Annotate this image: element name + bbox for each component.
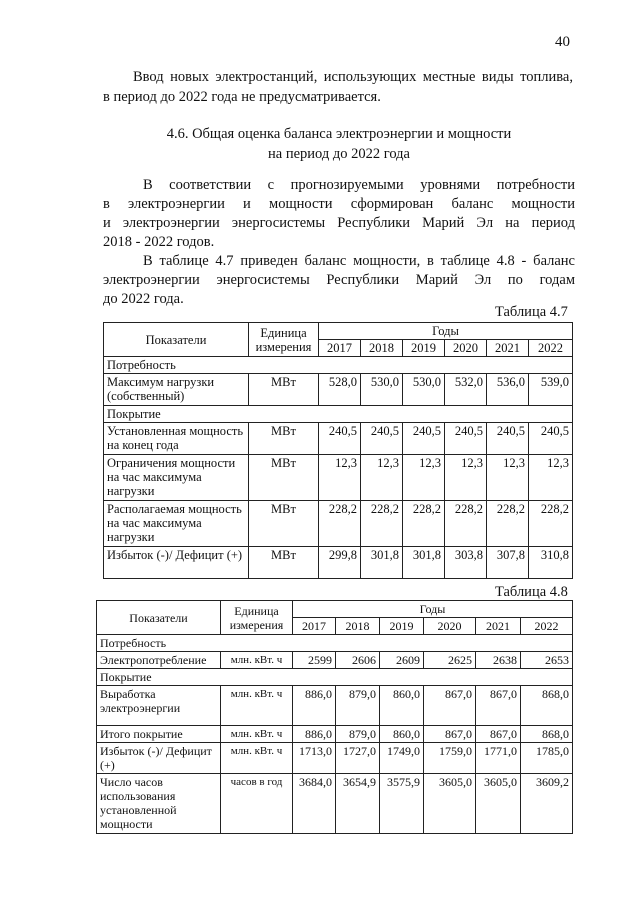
para1-line-3: и электроэнергии энергосистемы Республики Марий Эл на период [103, 215, 575, 231]
t48-row-unit: млн. кВт. ч [221, 726, 293, 743]
t47-cell: 12,3 [529, 455, 573, 501]
table-4-8 [96, 600, 573, 834]
t48-cell: 1785,0 [521, 743, 573, 774]
t48-cell: 867,0 [424, 726, 476, 743]
t48-cell: 886,0 [293, 686, 336, 726]
t48-cell: 3605,0 [476, 774, 521, 834]
t48-cell: 2606 [336, 652, 380, 669]
t47-row-name: Ограничения мощности на час максимума нагрузки [104, 455, 249, 501]
t47-cell: 307,8 [487, 547, 529, 579]
t47-cell: 228,2 [445, 501, 487, 547]
para2-line-3: до 2022 года. [103, 291, 184, 307]
t48-header-years: Годы [293, 601, 573, 618]
t47-section-coverage: Покрытие [104, 406, 573, 423]
t47-cell: 530,0 [403, 374, 445, 406]
section-title-line-1: 4.6. Общая оценка баланса электроэнергии и мощности [166, 126, 512, 142]
t47-cell: 240,5 [529, 423, 573, 455]
t48-cell: 1749,0 [380, 743, 424, 774]
t48-cell: 860,0 [380, 686, 424, 726]
t47-cell: 240,5 [361, 423, 403, 455]
t47-row-name: Максимум нагрузки (собственный) [104, 374, 249, 406]
t48-year: 2018 [336, 618, 380, 635]
t47-cell: 12,3 [403, 455, 445, 501]
t47-year: 2020 [445, 340, 487, 357]
t47-cell: 303,8 [445, 547, 487, 579]
t47-year: 2018 [361, 340, 403, 357]
table-row [97, 774, 573, 834]
t47-cell: 310,8 [529, 547, 573, 579]
t48-cell: 867,0 [476, 686, 521, 726]
para1-line-2: в электроэнергии и мощности сформирован баланс мощности [103, 196, 575, 212]
t48-cell: 867,0 [476, 726, 521, 743]
t48-section-demand: Потребность [97, 635, 573, 652]
t48-row-name: Число часов использования установленной мощности [97, 774, 221, 834]
table-row [97, 686, 573, 726]
t48-year: 2022 [521, 618, 573, 635]
para2-line-2: электроэнергии энергосистемы Республики Марий Эл по годам [103, 272, 575, 288]
t48-row-name: Выработка электроэнергии [97, 686, 221, 726]
t47-cell: 228,2 [319, 501, 361, 547]
t48-cell: 3654,9 [336, 774, 380, 834]
t47-year: 2019 [403, 340, 445, 357]
table-row [104, 547, 573, 579]
t48-row-unit: млн. кВт. ч [221, 652, 293, 669]
t47-header-indicator: Показатели [104, 323, 249, 357]
t48-cell: 860,0 [380, 726, 424, 743]
table-row [104, 455, 573, 501]
t48-row-name: Электропотребление [97, 652, 221, 669]
t47-header-unit: Единица измерения [249, 323, 319, 357]
section-title-line-2: на период до 2022 года [268, 146, 410, 162]
t48-cell: 886,0 [293, 726, 336, 743]
t47-cell: 301,8 [403, 547, 445, 579]
para2-line-1: В таблице 4.7 приведен баланс мощности, в таблице 4.8 - баланс [143, 253, 575, 269]
t48-row-unit: млн. кВт. ч [221, 743, 293, 774]
t47-cell: 240,5 [403, 423, 445, 455]
t47-cell: 12,3 [445, 455, 487, 501]
t47-cell: 228,2 [487, 501, 529, 547]
table-row [97, 652, 573, 669]
t48-cell: 3605,0 [424, 774, 476, 834]
t48-year: 2017 [293, 618, 336, 635]
t48-section-coverage: Покрытие [97, 669, 573, 686]
t47-row-unit: МВт [249, 374, 319, 406]
t47-year: 2021 [487, 340, 529, 357]
page-number: 40 [555, 34, 570, 50]
table48-label: Таблица 4.8 [495, 584, 568, 600]
t47-cell: 228,2 [361, 501, 403, 547]
t48-year: 2020 [424, 618, 476, 635]
t47-year: 2022 [529, 340, 573, 357]
t48-year: 2019 [380, 618, 424, 635]
t47-row-unit: МВт [249, 547, 319, 579]
t48-row-unit: часов в год [221, 774, 293, 834]
t48-row-name: Итого покрытие [97, 726, 221, 743]
t48-cell: 868,0 [521, 726, 573, 743]
t47-row-unit: МВт [249, 455, 319, 501]
t47-cell: 240,5 [319, 423, 361, 455]
t48-year: 2021 [476, 618, 521, 635]
t48-cell: 3609,2 [521, 774, 573, 834]
t48-cell: 879,0 [336, 686, 380, 726]
t47-cell: 536,0 [487, 374, 529, 406]
t47-cell: 12,3 [487, 455, 529, 501]
intro-line-1: Ввод новых электростанций, использующих местные виды топлива, [133, 69, 573, 85]
t47-section-demand: Потребность [104, 357, 573, 374]
t47-cell: 301,8 [361, 547, 403, 579]
table-row [97, 743, 573, 774]
t47-cell: 228,2 [529, 501, 573, 547]
t48-cell: 3575,9 [380, 774, 424, 834]
t48-cell: 1759,0 [424, 743, 476, 774]
t47-cell: 240,5 [445, 423, 487, 455]
t48-cell: 2653 [521, 652, 573, 669]
t47-row-name: Избыток (-)/ Дефицит (+) [104, 547, 249, 579]
table-row [97, 726, 573, 743]
t47-row-name: Располагаемая мощность на час максимума нагрузки [104, 501, 249, 547]
t47-cell: 240,5 [487, 423, 529, 455]
t47-cell: 12,3 [319, 455, 361, 501]
table-row [104, 374, 573, 406]
t48-cell: 867,0 [424, 686, 476, 726]
t47-year: 2017 [319, 340, 361, 357]
t48-cell: 2625 [424, 652, 476, 669]
table47-label: Таблица 4.7 [495, 304, 568, 320]
para1-line-4: 2018 - 2022 годов. [103, 234, 215, 250]
t48-cell: 2638 [476, 652, 521, 669]
t47-row-unit: МВт [249, 501, 319, 547]
t48-cell: 3684,0 [293, 774, 336, 834]
t47-header-years: Годы [319, 323, 573, 340]
t47-cell: 528,0 [319, 374, 361, 406]
t48-row-unit: млн. кВт. ч [221, 686, 293, 726]
t47-cell: 532,0 [445, 374, 487, 406]
table-row [104, 501, 573, 547]
t47-row-name: Установленная мощность на конец года [104, 423, 249, 455]
t48-row-name: Избыток (-)/ Дефицит (+) [97, 743, 221, 774]
table-row [104, 423, 573, 455]
t47-row-unit: МВт [249, 423, 319, 455]
t48-cell: 2609 [380, 652, 424, 669]
t47-cell: 228,2 [403, 501, 445, 547]
t47-cell: 12,3 [361, 455, 403, 501]
t47-cell: 530,0 [361, 374, 403, 406]
t47-cell: 539,0 [529, 374, 573, 406]
t47-cell: 299,8 [319, 547, 361, 579]
t48-header-unit: Единица измерения [221, 601, 293, 635]
para1-line-1: В соответствии с прогнозируемыми уровнями потребности [143, 177, 575, 193]
t48-cell: 1727,0 [336, 743, 380, 774]
t48-header-indicator: Показатели [97, 601, 221, 635]
t48-cell: 1771,0 [476, 743, 521, 774]
t48-cell: 2599 [293, 652, 336, 669]
t48-cell: 1713,0 [293, 743, 336, 774]
t48-cell: 868,0 [521, 686, 573, 726]
intro-line-2: в период до 2022 года не предусматривается. [103, 89, 381, 105]
table-4-7 [103, 322, 573, 579]
t48-cell: 879,0 [336, 726, 380, 743]
